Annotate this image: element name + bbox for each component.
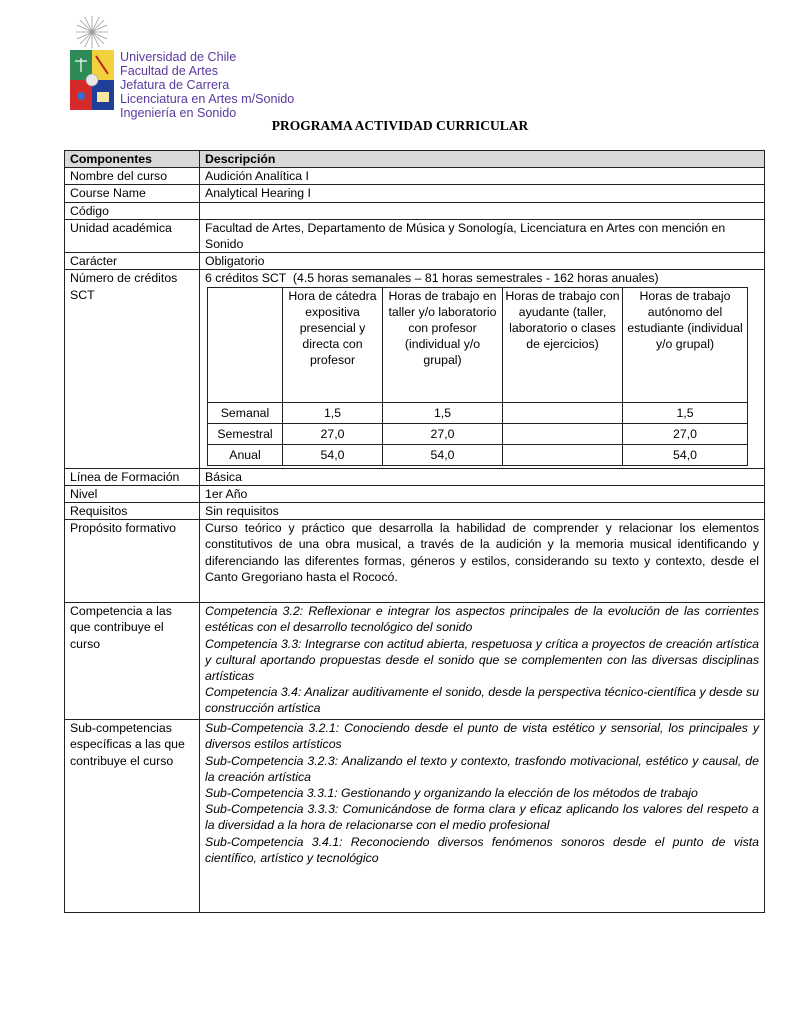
credits-header-row: [208, 287, 748, 402]
table-row-caracter: [65, 253, 765, 270]
table-row-codigo: [65, 202, 765, 219]
institution-line: Licenciatura en Artes m/Sonido: [120, 92, 295, 106]
competencia-item: Competencia 3.3: Integrarse con actitud abierta, respetuosa y crítica a proyectos de creación artística y cultural aportando propuestas desde el sonido que se complementen con las diversas disciplinas artísticas: [205, 636, 759, 684]
row-label: Nivel: [65, 485, 200, 502]
row-label: Sub-competencias específicas a las que contribuye el curso: [65, 720, 200, 913]
row-label: Número de créditos SCT: [65, 270, 200, 468]
column-header-descripcion: Descripción: [200, 151, 765, 168]
institution-line: Facultad de Artes: [120, 64, 219, 78]
credits-row-semanal: [208, 402, 748, 423]
credits-header-ayudante: Horas de trabajo con ayudante (taller, laboratorio o clases de ejercicios): [503, 287, 623, 402]
credits-value: [503, 444, 623, 465]
document-title: PROGRAMA ACTIVIDAD CURRICULAR: [271, 118, 529, 133]
credits-summary: 6 créditos SCT (4.5 horas semanales – 81 horas semestrales - 162 horas anuales): [205, 271, 659, 286]
column-header-componentes: Componentes: [65, 151, 200, 168]
university-crest-icon: [68, 14, 116, 114]
credits-value: 54,0: [283, 444, 383, 465]
row-value: Obligatorio: [200, 253, 765, 270]
credits-value: 27,0: [383, 423, 503, 444]
competencia-item: Competencia 3.2: Reflexionar e integrar los aspectos principales de la evolución de las corrientes estéticas con el desarrollo tecnológico del sonido: [205, 604, 759, 635]
institution-line: Jefatura de Carrera: [120, 78, 230, 92]
competencia-item: Competencia 3.4: Analizar auditivamente el sonido, desde la perspectiva técnico-científica y desde su construcción artística: [205, 685, 759, 716]
row-label: Propósito formativo: [65, 520, 200, 603]
institution-line: Universidad de Chile: [120, 50, 237, 64]
row-value: 1er Año: [200, 485, 765, 502]
table-row-linea: [65, 468, 765, 485]
credits-header-taller: Horas de trabajo en taller y/o laboratorio con profesor (individual y/o grupal): [383, 287, 503, 402]
credits-row-semestral: [208, 423, 748, 444]
credits-value: 27,0: [623, 423, 748, 444]
row-label: Nombre del curso: [65, 168, 200, 185]
credits-value: 27,0: [283, 423, 383, 444]
row-label: Course Name: [65, 185, 200, 202]
row-label: Requisitos: [65, 503, 200, 520]
credits-header-autonomo: Horas de trabajo autónomo del estudiante (individual y/o grupal): [623, 287, 748, 402]
row-value: [200, 202, 765, 219]
institution-line: Ingeniería en Sonido: [120, 106, 237, 120]
subcompetencia-item: Sub-Competencia 3.3.3: Comunicándose de forma clara y eficaz aplicando los valores del respeto a la diversidad a la hora de relacionarse con el medio profesional: [205, 802, 759, 833]
subcompetencias-list: [200, 720, 765, 913]
row-value: Analytical Hearing I: [200, 185, 765, 202]
competencias-list: [200, 603, 765, 720]
row-value: Básica: [200, 468, 765, 485]
curriculum-table: [64, 150, 765, 913]
subcompetencia-item: Sub-Competencia 3.4.1: Reconociendo diversos fenómenos sonoros desde el punto de vista científico, artístico y tecnológico: [205, 834, 759, 865]
subcompetencia-item: Sub-Competencia 3.3.1: Gestionando y organizando la elección de los métodos de trabajo: [205, 786, 698, 801]
credits-value: 1,5: [283, 402, 383, 423]
row-label: Línea de Formación: [65, 468, 200, 485]
institution-name-block: [120, 50, 294, 120]
table-row-subcompetencias: [65, 720, 765, 913]
credits-value: [503, 402, 623, 423]
credits-value: 54,0: [383, 444, 503, 465]
credits-value: 1,5: [623, 402, 748, 423]
document-header: [68, 14, 328, 120]
credits-cell: [200, 270, 765, 468]
credits-row-label: Anual: [208, 444, 283, 465]
table-row-course-name: [65, 185, 765, 202]
table-row-requisitos: [65, 503, 765, 520]
table-row-creditos: [65, 270, 765, 468]
row-value: Curso teórico y práctico que desarrolla la habilidad de comprender y relacionar los elementos constitutivos de una obra musical, a través de la audición y la memoria musical identificando y diferenciando las diferentes formas, géneros y estilos, considerando su texto y contexto, desde el Canto Gregoriano hasta el Rococó.: [200, 520, 765, 603]
credits-header-catedra: Hora de cátedra expositiva presencial y directa con profesor: [283, 287, 383, 402]
table-row-nivel: [65, 485, 765, 502]
table-row-unidad: [65, 219, 765, 252]
table-row-competencia: [65, 603, 765, 720]
row-label: Código: [65, 202, 200, 219]
credits-value: 54,0: [623, 444, 748, 465]
table-row-nombre: [65, 168, 765, 185]
credits-header-empty: [208, 287, 283, 402]
table-row-proposito: [65, 520, 765, 603]
row-label: Competencia a las que contribuye el curso: [65, 603, 200, 720]
subcompetencia-item: Sub-Competencia 3.2.3: Analizando el texto y contexto, trasfondo motivacional, estético y causal, de la creación artística: [205, 753, 759, 784]
table-header-row: [65, 151, 765, 168]
row-value: Sin requisitos: [200, 503, 765, 520]
subcompetencia-item: Sub-Competencia 3.2.1: Conociendo desde el punto de vista estético y sensorial, los principales y diversos estilos artísticos: [205, 721, 759, 752]
credits-row-label: Semanal: [208, 402, 283, 423]
credits-value: 1,5: [383, 402, 503, 423]
row-label: Unidad académica: [65, 219, 200, 252]
credits-row-anual: [208, 444, 748, 465]
row-value: Audición Analítica I: [200, 168, 765, 185]
row-label: Carácter: [65, 253, 200, 270]
row-value: Facultad de Artes, Departamento de Música y Sonología, Licenciatura en Artes con mención en Sonido: [200, 219, 765, 252]
credits-value: [503, 423, 623, 444]
credits-row-label: Semestral: [208, 423, 283, 444]
credits-hours-table: [207, 287, 748, 466]
